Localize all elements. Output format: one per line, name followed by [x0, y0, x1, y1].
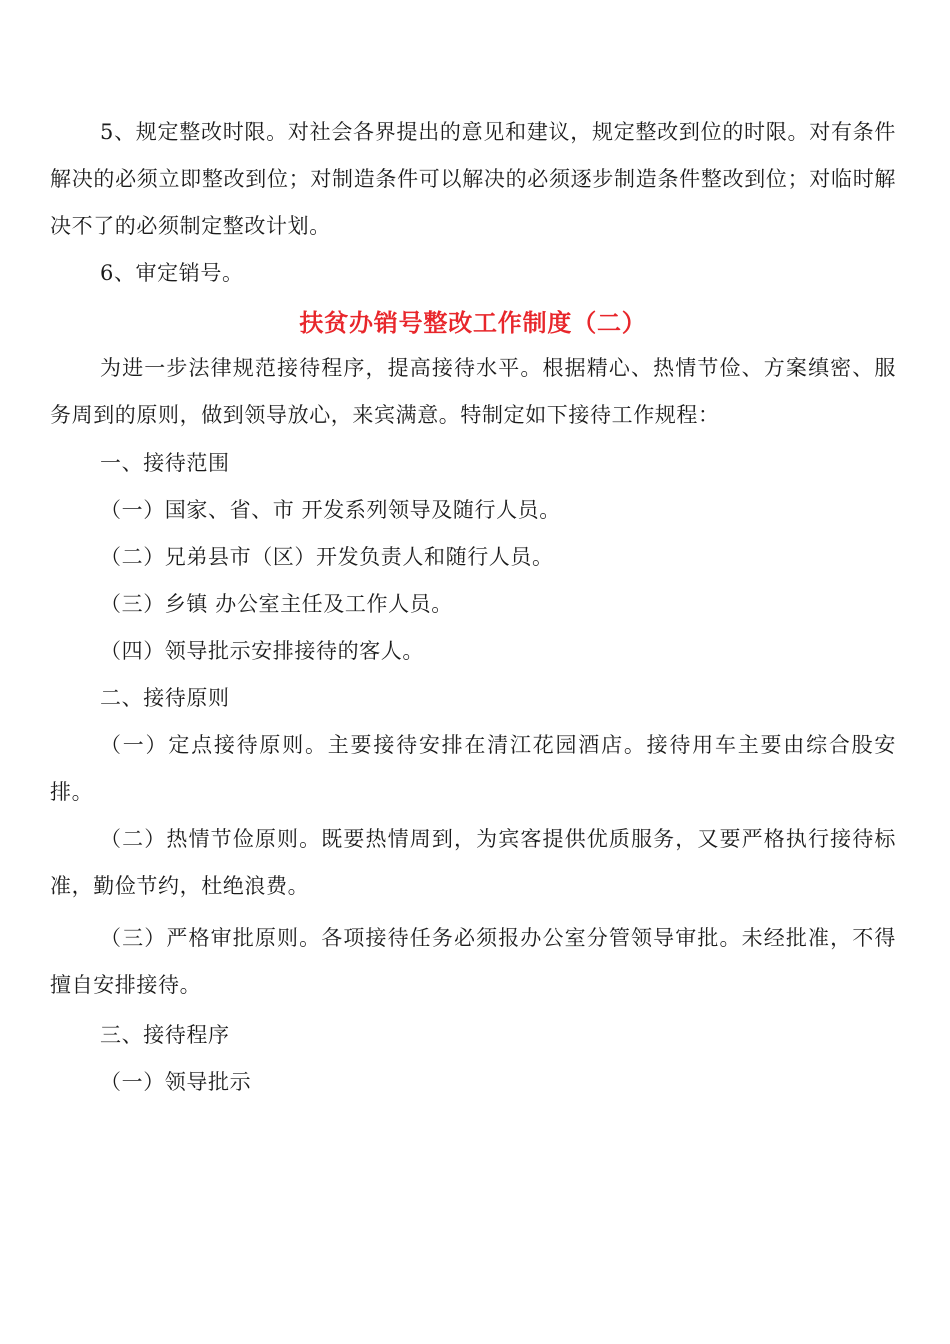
list-item-scope-2: （二）兄弟县市（区）开发负责人和随行人员。	[100, 545, 554, 569]
list-item-principle-1: （一）定点接待原则。主要接待安排在清江花园酒店。接待用车主要由综合股安排。	[50, 733, 896, 804]
paragraph-approve-closure: 6、审定销号。	[100, 261, 244, 285]
list-item-principle-3: （三）严格审批原则。各项接待任务必须报办公室分管领导审批。未经批准，不得擅自安排接待。	[50, 926, 896, 997]
list-item-scope-3: （三）乡镇 办公室主任及工作人员。	[100, 592, 453, 616]
heading-reception-principles: 二、接待原则	[100, 686, 230, 710]
list-item-procedure-1: （一）领导批示	[100, 1070, 252, 1094]
heading-reception-scope: 一、接待范围	[100, 451, 230, 475]
heading-reception-procedure: 三、接待程序	[100, 1023, 230, 1047]
section-title: 扶贫办销号整改工作制度（二）	[299, 308, 647, 337]
list-item-principle-2: （二）热情节俭原则。既要热情周到，为宾客提供优质服务，又要严格执行接待标准，勤俭节约，杜绝浪费。	[50, 827, 896, 898]
paragraph-rectification-deadline: 5、规定整改时限。对社会各界提出的意见和建议，规定整改到位的时限。对有条件解决的必须立即整改到位；对制造条件可以解决的必须逐步制造条件整改到位；对临时解决不了的必须制定整改计划。	[50, 120, 896, 238]
list-item-scope-1: （一）国家、省、市 开发系列领导及随行人员。	[100, 498, 561, 522]
paragraph-intro: 为进一步法律规范接待程序，提高接待水平。根据精心、热情节俭、方案缜密、服务周到的原则，做到领导放心，来宾满意。特制定如下接待工作规程：	[50, 356, 896, 427]
list-item-scope-4: （四）领导批示安排接待的客人。	[100, 639, 424, 663]
